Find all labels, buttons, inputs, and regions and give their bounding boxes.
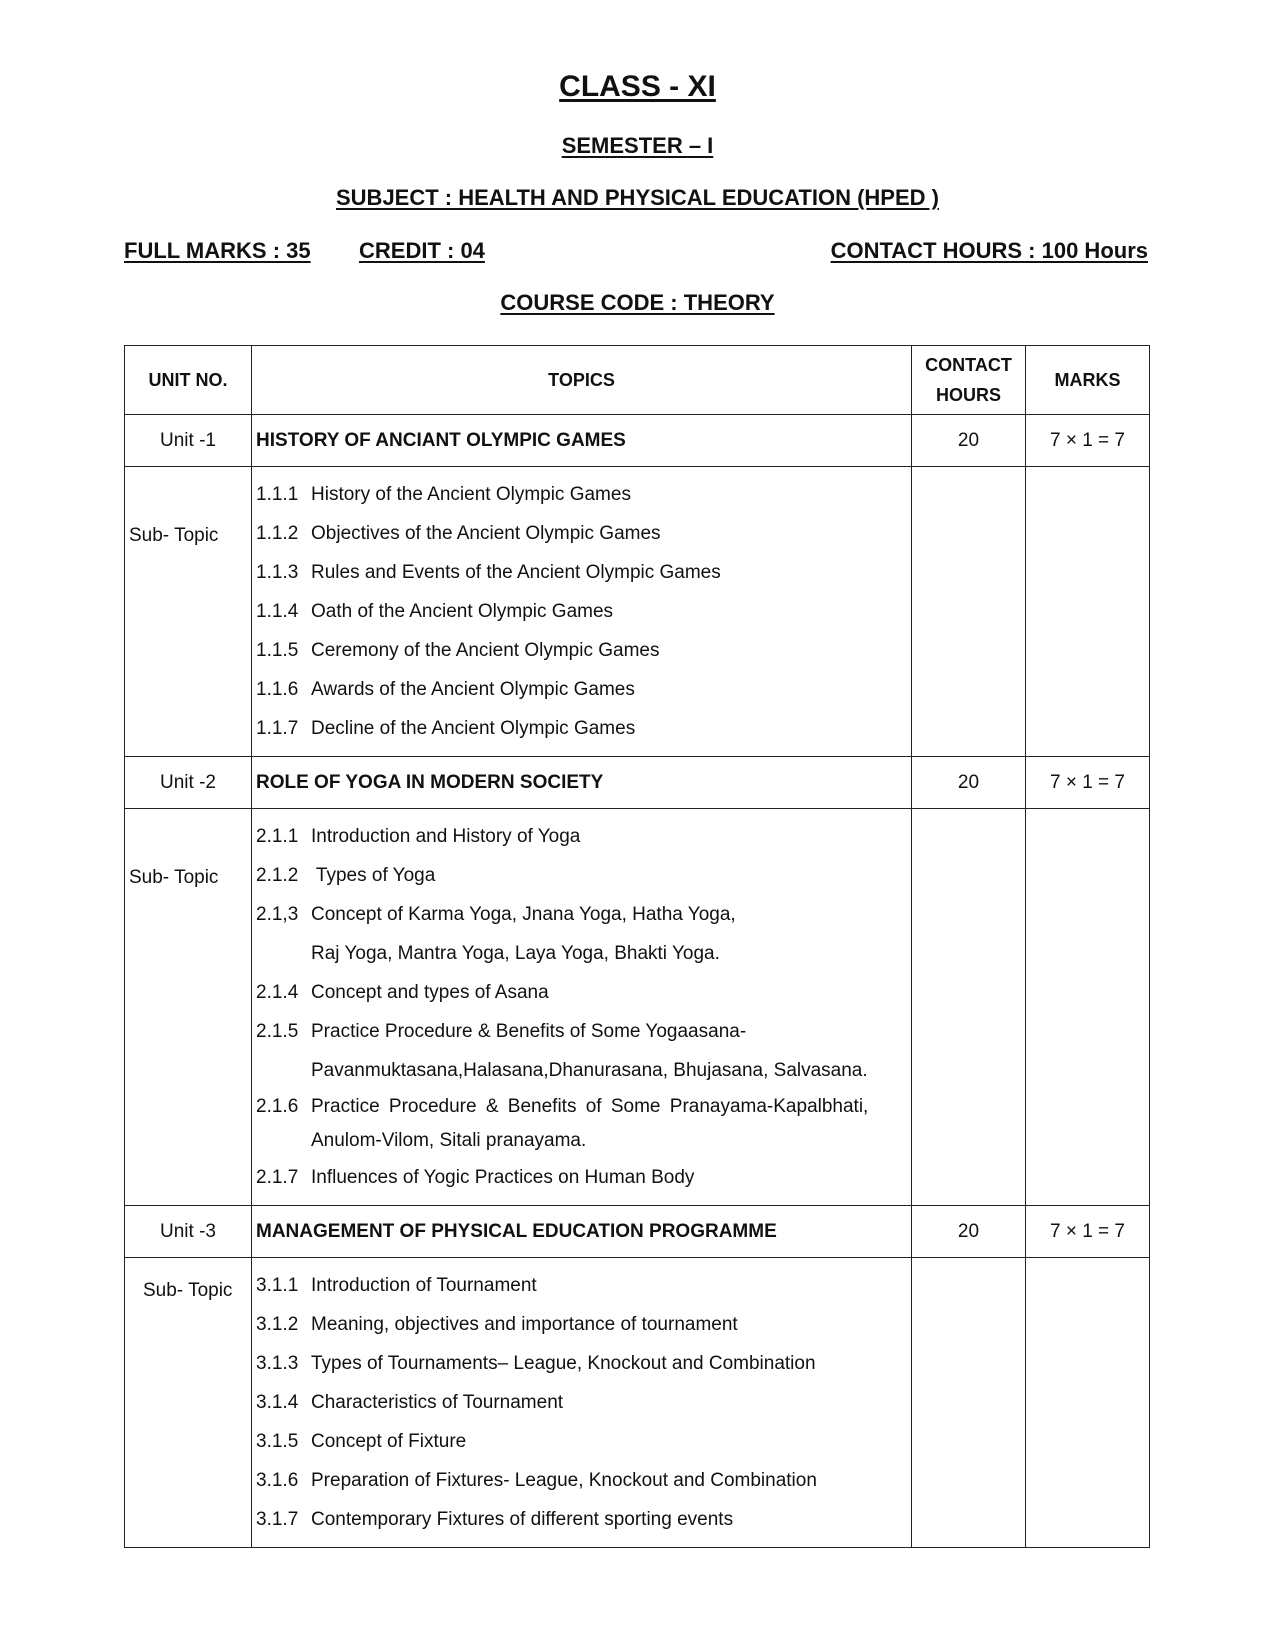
list-item: 3.1.6 Preparation of Fixtures- League, Knockout and Combination	[256, 1470, 817, 1491]
unit-contact-hours: 20	[912, 757, 1026, 809]
sub-topic-label: Sub- Topic	[125, 809, 252, 1206]
empty-cell	[912, 467, 1026, 757]
list-item: 1.1.2 Objectives of the Ancient Olympic Games	[256, 523, 661, 544]
list-item: 1.1.6 Awards of the Ancient Olympic Games	[256, 679, 635, 700]
subtopic-row	[125, 1258, 1150, 1548]
list-item: 1.1.5 Ceremony of the Ancient Olympic Games	[256, 640, 660, 661]
subtopic-row	[125, 467, 1150, 757]
list-item: 3.1.1 Introduction of Tournament	[256, 1275, 537, 1296]
unit-contact-hours: 20	[912, 1206, 1026, 1258]
full-marks: FULL MARKS : 35	[124, 238, 311, 263]
unit-number: Unit -1	[125, 415, 252, 467]
list-item: 3.1.2 Meaning, objectives and importance of tournament	[256, 1314, 738, 1335]
list-item: 2.1.2 Types of Yoga	[256, 865, 436, 886]
empty-cell	[1026, 809, 1150, 1206]
list-item: 1.1.3 Rules and Events of the Ancient Olympic Games	[256, 562, 721, 583]
header-contact-line1: CONTACT	[925, 355, 1012, 375]
subject-heading: SUBJECT : HEALTH AND PHYSICAL EDUCATION (HPED )	[336, 185, 939, 210]
contact-hours: CONTACT HOURS : 100 Hours	[830, 238, 1148, 263]
subtopic-list	[252, 809, 912, 1206]
unit-marks: 7 × 1 = 7	[1026, 757, 1150, 809]
table-header-row	[125, 346, 1150, 415]
header-marks: MARKS	[1026, 346, 1150, 415]
sub-topic-label: Sub- Topic	[125, 1258, 252, 1548]
unit-title: ROLE OF YOGA IN MODERN SOCIETY	[252, 757, 912, 809]
list-item: 2.1.5 Practice Procedure & Benefits of Some Yogaasana- Pavanmuktasana,Halasana,Dhanurasana, Bhujasana, Salvasana.	[256, 1021, 868, 1081]
unit-row	[125, 1206, 1150, 1258]
syllabus-table	[124, 345, 1150, 1548]
list-item: 3.1.4 Characteristics of Tournament	[256, 1392, 564, 1413]
list-item: 2.1.6 Practice Procedure & Benefits of Some Pranayama-Kapalbhati, Anulom-Vilom, Sitali pranayama.	[256, 1096, 869, 1151]
unit-marks: 7 × 1 = 7	[1026, 415, 1150, 467]
header-contact-line2: HOURS	[935, 385, 1001, 405]
unit-marks: 7 × 1 = 7	[1026, 1206, 1150, 1258]
unit-row	[125, 757, 1150, 809]
unit-contact-hours: 20	[912, 415, 1026, 467]
course-code-heading: COURSE CODE : THEORY	[500, 290, 775, 315]
list-item: 1.1.7 Decline of the Ancient Olympic Games	[256, 718, 636, 739]
unit-number: Unit -3	[125, 1206, 252, 1258]
empty-cell	[912, 809, 1026, 1206]
list-item: 2.1.7 Influences of Yogic Practices on Human Body	[256, 1167, 695, 1188]
list-item: 2.1.4 Concept and types of Asana	[256, 982, 549, 1003]
header-unit-no: UNIT NO.	[125, 346, 252, 415]
unit-row	[125, 415, 1150, 467]
list-item: 2.1.1 Introduction and History of Yoga	[256, 826, 581, 847]
list-item: 1.1.1 History of the Ancient Olympic Games	[256, 484, 631, 505]
list-item: 3.1.3 Types of Tournaments– League, Knockout and Combination	[256, 1353, 816, 1374]
semester-heading: SEMESTER – I	[561, 133, 714, 158]
unit-title: HISTORY OF ANCIANT OLYMPIC GAMES	[252, 415, 912, 467]
list-item: 3.1.5 Concept of Fixture	[256, 1431, 467, 1452]
subtopic-list	[252, 1258, 912, 1548]
unit-number: Unit -2	[125, 757, 252, 809]
header-topics: TOPICS	[252, 346, 912, 415]
credit: CREDIT : 04	[359, 238, 485, 263]
empty-cell	[1026, 1258, 1150, 1548]
empty-cell	[1026, 467, 1150, 757]
header-contact-hours	[912, 346, 1026, 415]
sub-topic-label: Sub- Topic	[125, 467, 252, 757]
subtopic-list	[252, 467, 912, 757]
empty-cell	[912, 1258, 1026, 1548]
subtopic-row	[125, 809, 1150, 1206]
unit-title: MANAGEMENT OF PHYSICAL EDUCATION PROGRAMME	[252, 1206, 912, 1258]
list-item: 3.1.7 Contemporary Fixtures of different sporting events	[256, 1509, 734, 1530]
page-title: CLASS - XI	[559, 70, 716, 103]
list-item: 2.1,3 Concept of Karma Yoga, Jnana Yoga, Hatha Yoga, Raj Yoga, Mantra Yoga, Laya Yoga, Bhakti Yoga.	[256, 904, 736, 964]
list-item: 1.1.4 Oath of the Ancient Olympic Games	[256, 601, 614, 622]
